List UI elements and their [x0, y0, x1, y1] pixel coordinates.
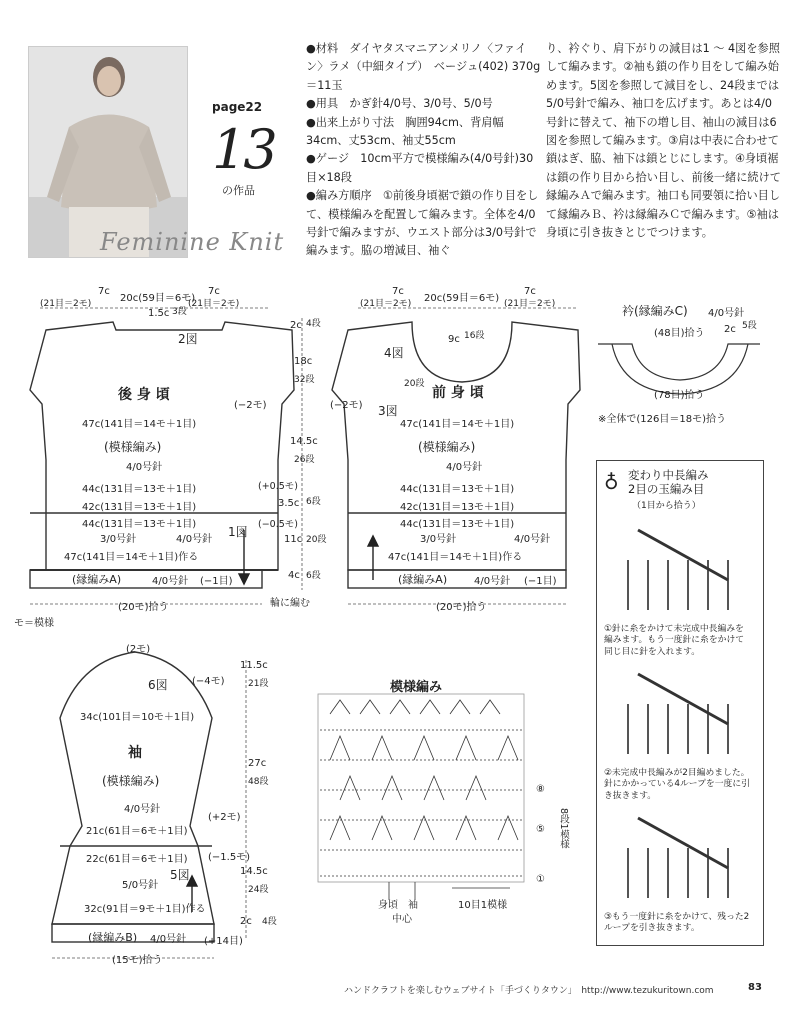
- pattern-repeat-rows: 8段1模様: [558, 808, 569, 849]
- dim-14-5c-rows: 26段: [294, 455, 315, 465]
- collar-total: ※全体で(126目＝18モ)拾う: [598, 414, 726, 425]
- collar-depth: 2c: [724, 324, 736, 335]
- back-body-outline: [30, 322, 294, 570]
- sleeve-dim-14-5c-rows: 24段: [248, 885, 269, 895]
- back-needle-3: 4/0号針: [176, 534, 213, 545]
- collar-title: 衿(縁編みC): [622, 304, 688, 318]
- front-edging-needle: 4/0号針: [474, 576, 511, 587]
- back-edging-dec: (−1目): [200, 576, 233, 587]
- dim-14-5c: 14.5c: [290, 436, 318, 447]
- sleeve-width-34: 34c(101目＝10モ＋1目): [80, 712, 195, 723]
- back-edging-label: (縁編みA): [72, 573, 122, 586]
- front-width-42: 42c(131目＝13モ＋1目): [400, 502, 515, 513]
- back-width-44a: 44c(131目＝13モ＋1目): [82, 484, 197, 495]
- step2-illustration: [608, 664, 758, 764]
- procedure-text: ●編み方順序 ①前後身頃裾で鎖の作り目をして、模様編みを配置して編みます。全体を4/0号針で編みますが、ウエスト部分は3/0号針で編みます。脇の増減目、袖ぐ: [306, 189, 539, 258]
- front-needle-2: 3/0号針: [420, 534, 457, 545]
- sleeve-dim-11-5c-rows: 21段: [248, 679, 269, 689]
- sleeve-edging-needle: 4/0号針: [150, 934, 187, 945]
- dim-11c-rows: 20段: [306, 535, 327, 545]
- sleeve-fig6-label: 6図: [148, 678, 168, 692]
- back-width-47a: 47c(141目＝14モ＋1目): [82, 419, 197, 430]
- page-number: 83: [748, 982, 762, 993]
- sleeve-width-32: 32c(91目＝9モ＋1目)作る: [84, 904, 206, 915]
- dim-18c-rows: 32段: [294, 375, 315, 385]
- symbol-subtitle: （1目から拾う）: [632, 501, 701, 511]
- back-fig1-label: 1図: [228, 525, 248, 539]
- front-edging-dec: (−1目): [524, 576, 557, 587]
- dim-2c-rows: 4段: [306, 319, 321, 329]
- join-in-round: 輪に編む: [270, 598, 310, 609]
- front-width-44a: 44c(131目＝13モ＋1目): [400, 484, 515, 495]
- page-reference: page22: [212, 100, 263, 114]
- collar-needle: 4/0号針: [708, 308, 745, 319]
- front-top-left-dim: 7c: [392, 286, 404, 297]
- back-fig2-label: 2図: [178, 332, 198, 346]
- sleeve-dim-2c-rows: 4段: [262, 917, 277, 927]
- front-side-dec: (−2モ): [330, 400, 363, 411]
- pattern-sleeve-label: 袖: [408, 900, 418, 911]
- sleeve-needle-1: 4/0号針: [124, 804, 161, 815]
- sleeve-dim-14-5c: 14.5c: [240, 866, 268, 877]
- back-neck-rows: 3段: [172, 307, 187, 317]
- front-fig3-label: 3図: [378, 404, 398, 418]
- symbol-title-line-1: 変わり中長編み: [628, 468, 709, 482]
- stitch-pattern-chart: [318, 694, 524, 900]
- sleeve-dim-27c-rows: 48段: [248, 777, 269, 787]
- back-width-42: 42c(131目＝13モ＋1目): [82, 502, 197, 513]
- collar-depth-rows: 5段: [742, 321, 757, 331]
- sleeve-title: 袖: [128, 745, 142, 761]
- pattern-row-1: ①: [536, 874, 545, 885]
- back-width-44b: 44c(131目＝13モ＋1目): [82, 519, 197, 530]
- back-top-mid-dim: 20c(59目＝6モ): [120, 293, 196, 304]
- sleeve-edging-inc: (+14目): [204, 936, 243, 947]
- back-neck-depth: 1.5c: [148, 308, 170, 319]
- back-top-right-sub: (21目＝2モ): [188, 299, 240, 309]
- back-needle-2: 3/0号針: [100, 534, 137, 545]
- back-dec-half: (−0.5モ): [258, 519, 298, 530]
- dim-3-5c-rows: 6段: [306, 497, 321, 507]
- back-side-dec: (−2モ): [234, 400, 267, 411]
- pattern-row-8: ⑧: [536, 784, 545, 795]
- puff-stitch-symbol-icon: ♁: [604, 470, 619, 494]
- front-top-mid-dim: 20c(59目＝6モ): [424, 293, 500, 304]
- dim-3-5c: 3.5c: [278, 498, 300, 509]
- back-top-left-dim: 7c: [98, 286, 110, 297]
- pattern-row-5: ⑤: [536, 824, 545, 835]
- footer-website: ハンドクラフトを楽しむウェブサイト「手づくりタウン」 http://www.tezukuritown.com: [344, 986, 714, 996]
- back-width-47b: 47c(141目＝14モ＋1目)作る: [64, 552, 199, 563]
- sleeve-pattern-label: (模様編み): [102, 774, 160, 788]
- front-pattern-label: (模様編み): [418, 440, 476, 454]
- pattern-repeat-label: 10目1模様: [458, 900, 508, 911]
- step1-illustration: [608, 520, 758, 620]
- dim-4c: 4c: [288, 570, 300, 581]
- brand-script: Feminine Knit: [100, 228, 285, 256]
- back-needle-1: 4/0号針: [126, 462, 163, 473]
- collar-top-pickup: (48目)拾う: [654, 328, 705, 339]
- procedure-continued-text: り、衿ぐり、肩下がりの減目は1 ～ 4図を参照して編みます。②袖も鎖の作り目をして編み始めます。5図を参照して減目をし、24段までは5/0号針で編み、袖口を広げます。あとは4/0号針に替えて、袖下の増し目、袖山の減目は6図を参照して編みます。③肩は中表に合わせて鎖はぎ、脇、袖下は鎖とじにします。④身頃裾は鎖の作り目から拾い目し、前後一緒に続けて縁編みＡで編みます。袖口も同要領に拾い目して縁編みＢ、衿は縁編みＣで編みます。⑤袖は身頃に引き抜きとじでつけます。: [546, 42, 781, 240]
- step2-text: ②未完成中長編みが2目編めました。針にかかっている4ループを一度に引き抜きます。: [604, 768, 750, 801]
- front-pickup: (20モ)拾う: [436, 602, 487, 613]
- back-pattern-label: (模様編み): [104, 440, 162, 454]
- symbol-title: [628, 468, 709, 496]
- sleeve-edging-label: (縁編みB): [88, 931, 138, 944]
- front-neck-side-rows: 20段: [404, 379, 425, 389]
- step3-illustration: [608, 808, 758, 908]
- dim-2c: 2c: [290, 320, 302, 331]
- sleeve-cap-top: (2モ): [126, 644, 151, 655]
- collar-bottom-pickup: (78目)拾う: [654, 390, 705, 401]
- symbol-title-line-2: 2目の玉編み目: [628, 482, 705, 496]
- work-label: の作品: [222, 184, 255, 197]
- back-edging-needle: 4/0号針: [152, 576, 189, 587]
- sleeve-needle-2: 5/0号針: [122, 880, 159, 891]
- back-inc-half: (+0.5モ): [258, 481, 298, 492]
- back-body-title: 後 身 頃: [118, 387, 170, 403]
- front-width-47a: 47c(141目＝14モ＋1目): [400, 419, 515, 430]
- gauge-text: ●ゲージ 10cm平方で模様編み(4/0号針)30目×18段: [306, 152, 534, 184]
- front-neck-rows: 16段: [464, 331, 485, 341]
- work-number: 13: [212, 118, 275, 181]
- step3-text: ③もう一度針に糸をかけて、残った2ループを引き抜きます。: [604, 912, 750, 934]
- sleeve-width-21: 21c(61目＝6モ＋1目): [86, 826, 188, 837]
- pattern-center-label: 中心: [392, 914, 412, 925]
- collar-outline: [598, 344, 760, 380]
- sleeve-dec: (−1.5モ): [208, 852, 251, 863]
- front-needle-3: 4/0号針: [514, 534, 551, 545]
- front-width-44b: 44c(131目＝13モ＋1目): [400, 519, 515, 530]
- dim-11c: 11c: [284, 534, 303, 545]
- back-pickup: (20モ)拾う: [118, 602, 169, 613]
- front-fig4-label: 4図: [384, 346, 404, 360]
- sleeve-inc: (+2モ): [208, 812, 241, 823]
- front-body-title: 前 身 頃: [432, 385, 484, 401]
- front-neck-depth: 9c: [448, 334, 460, 345]
- pattern-body-label: 身頃: [378, 900, 398, 911]
- front-top-right-sub: (21目＝2モ): [504, 299, 556, 309]
- back-top-right-dim: 7c: [208, 286, 220, 297]
- sleeve-width-22: 22c(61目＝6モ＋1目): [86, 854, 188, 865]
- sleeve-dim-2c: 2c: [240, 916, 252, 927]
- sleeve-cap-dec: (−4モ): [192, 676, 225, 687]
- materials-text: ●材料 ダイヤタスマニアンメリノ〈ファイン〉ラメ（中細タイプ） ベージュ(402) 370g＝11玉: [306, 42, 541, 92]
- tools-text: ●用具 かぎ針4/0号、3/0号、5/0号: [306, 97, 493, 111]
- sleeve-fig5-label: 5図: [170, 868, 190, 882]
- front-edging-label: (縁編みA): [398, 573, 448, 586]
- front-top-left-sub: (21目＝2モ): [360, 299, 412, 309]
- pattern-chart-title: 模様編み: [390, 680, 443, 695]
- legend-mo: モ＝模様: [14, 618, 54, 629]
- sleeve-pickup: (15モ)拾う: [112, 955, 163, 966]
- front-top-right-dim: 7c: [524, 286, 536, 297]
- sleeve-dim-27c: 27c: [248, 758, 267, 769]
- sleeve-dim-11-5c: 11.5c: [240, 660, 268, 671]
- step1-text: ①針に糸をかけて未完成中長編みを編みます。もう一度針に糸をかけて同じ目に針を入れます。: [604, 624, 745, 657]
- front-needle-1: 4/0号針: [446, 462, 483, 473]
- front-width-47b: 47c(141目＝14モ＋1目)作る: [388, 552, 523, 563]
- back-top-left-sub: (21目＝2モ): [40, 299, 92, 309]
- dim-18c: 18c: [294, 356, 313, 367]
- finished-size-text: ●出来上がり寸法 胸囲94cm、背肩幅34cm、丈53cm、袖丈55cm: [306, 115, 504, 148]
- dim-4c-rows: 6段: [306, 571, 321, 581]
